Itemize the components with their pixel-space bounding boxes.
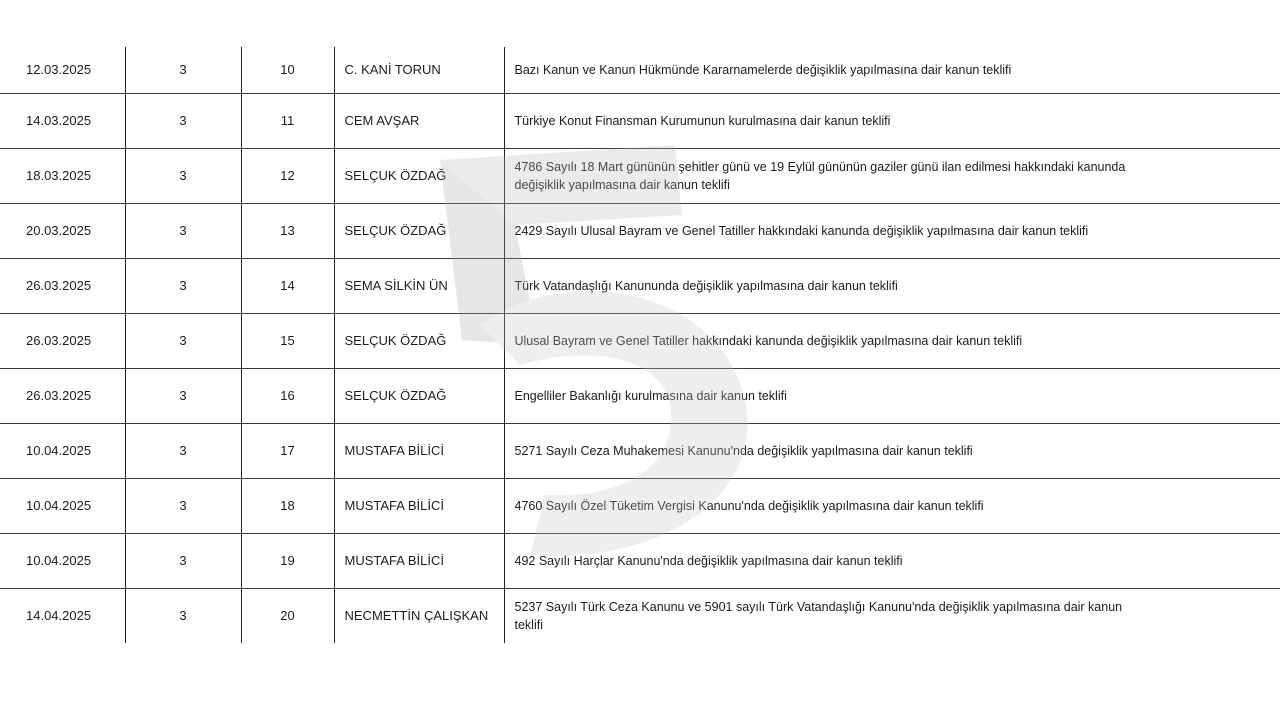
description-cell: 5271 Sayılı Ceza Muhakemesi Kanunu'nda değişiklik yapılmasına dair kanun teklifi	[504, 424, 1280, 479]
date-cell: 26.03.2025	[0, 259, 125, 314]
number-cell: 14	[241, 259, 334, 314]
date-cell: 26.03.2025	[0, 369, 125, 424]
deputy-name-cell: MUSTAFA BİLİCİ	[334, 424, 504, 479]
table-row	[0, 149, 1280, 204]
date-cell: 14.04.2025	[0, 589, 125, 644]
date-cell: 10.04.2025	[0, 534, 125, 589]
deputy-name-cell: CEM AVŞAR	[334, 94, 504, 149]
table-row	[0, 589, 1280, 644]
number-cell: 17	[241, 424, 334, 479]
description-cell: Engelliler Bakanlığı kurulmasına dair kanun teklifi	[504, 369, 1280, 424]
description-cell: Bazı Kanun ve Kanun Hükmünde Kararnamelerde değişiklik yapılmasına dair kanun teklifi	[504, 47, 1280, 94]
term-cell: 3	[125, 534, 241, 589]
deputy-name-cell: MUSTAFA BİLİCİ	[334, 479, 504, 534]
term-cell: 3	[125, 149, 241, 204]
term-cell: 3	[125, 314, 241, 369]
deputy-name-cell: SELÇUK ÖZDAĞ	[334, 314, 504, 369]
description-cell: 4786 Sayılı 18 Mart gününün şehitler günü ve 19 Eylül gününün gaziler günü ilan edilmesi hakkındaki kanunda değişiklik yapılmasına dair kanun teklifi	[504, 149, 1280, 204]
table-row	[0, 369, 1280, 424]
description-cell: Türk Vatandaşlığı Kanununda değişiklik yapılmasına dair kanun teklifi	[504, 259, 1280, 314]
law-proposals-table	[0, 47, 1280, 643]
date-cell: 14.03.2025	[0, 94, 125, 149]
term-cell: 3	[125, 47, 241, 94]
table-row	[0, 259, 1280, 314]
date-cell: 20.03.2025	[0, 204, 125, 259]
table-row	[0, 94, 1280, 149]
table-row	[0, 204, 1280, 259]
table-row	[0, 47, 1280, 94]
description-cell: 492 Sayılı Harçlar Kanunu'nda değişiklik yapılmasına dair kanun teklifi	[504, 534, 1280, 589]
term-cell: 3	[125, 259, 241, 314]
number-cell: 16	[241, 369, 334, 424]
description-cell: 5237 Sayılı Türk Ceza Kanunu ve 5901 sayılı Türk Vatandaşlığı Kanunu'nda değişiklik yapılmasına dair kanun teklifi	[504, 589, 1280, 644]
number-cell: 20	[241, 589, 334, 644]
description-cell: 4760 Sayılı Özel Tüketim Vergisi Kanunu'nda değişiklik yapılmasına dair kanun teklifi	[504, 479, 1280, 534]
description-cell: Ulusal Bayram ve Genel Tatiller hakkındaki kanunda değişiklik yapılmasına dair kanun teklifi	[504, 314, 1280, 369]
deputy-name-cell: NECMETTİN ÇALIŞKAN	[334, 589, 504, 644]
table-row	[0, 424, 1280, 479]
number-cell: 13	[241, 204, 334, 259]
description-cell: 2429 Sayılı Ulusal Bayram ve Genel Tatiller hakkındaki kanunda değişiklik yapılmasına dair kanun teklifi	[504, 204, 1280, 259]
date-cell: 10.04.2025	[0, 479, 125, 534]
deputy-name-cell: SEMA SİLKİN ÜN	[334, 259, 504, 314]
number-cell: 15	[241, 314, 334, 369]
number-cell: 18	[241, 479, 334, 534]
description-cell: Türkiye Konut Finansman Kurumunun kurulmasına dair kanun teklifi	[504, 94, 1280, 149]
number-cell: 10	[241, 47, 334, 94]
table-row	[0, 479, 1280, 534]
table-row	[0, 534, 1280, 589]
deputy-name-cell: SELÇUK ÖZDAĞ	[334, 204, 504, 259]
deputy-name-cell: SELÇUK ÖZDAĞ	[334, 149, 504, 204]
term-cell: 3	[125, 369, 241, 424]
number-cell: 11	[241, 94, 334, 149]
deputy-name-cell: C. KANİ TORUN	[334, 47, 504, 94]
term-cell: 3	[125, 479, 241, 534]
term-cell: 3	[125, 589, 241, 644]
term-cell: 3	[125, 94, 241, 149]
number-cell: 19	[241, 534, 334, 589]
table-row	[0, 314, 1280, 369]
deputy-name-cell: SELÇUK ÖZDAĞ	[334, 369, 504, 424]
deputy-name-cell: MUSTAFA BİLİCİ	[334, 534, 504, 589]
date-cell: 10.04.2025	[0, 424, 125, 479]
law-proposals-table-container	[0, 47, 1280, 643]
term-cell: 3	[125, 424, 241, 479]
date-cell: 18.03.2025	[0, 149, 125, 204]
number-cell: 12	[241, 149, 334, 204]
date-cell: 12.03.2025	[0, 47, 125, 94]
date-cell: 26.03.2025	[0, 314, 125, 369]
term-cell: 3	[125, 204, 241, 259]
